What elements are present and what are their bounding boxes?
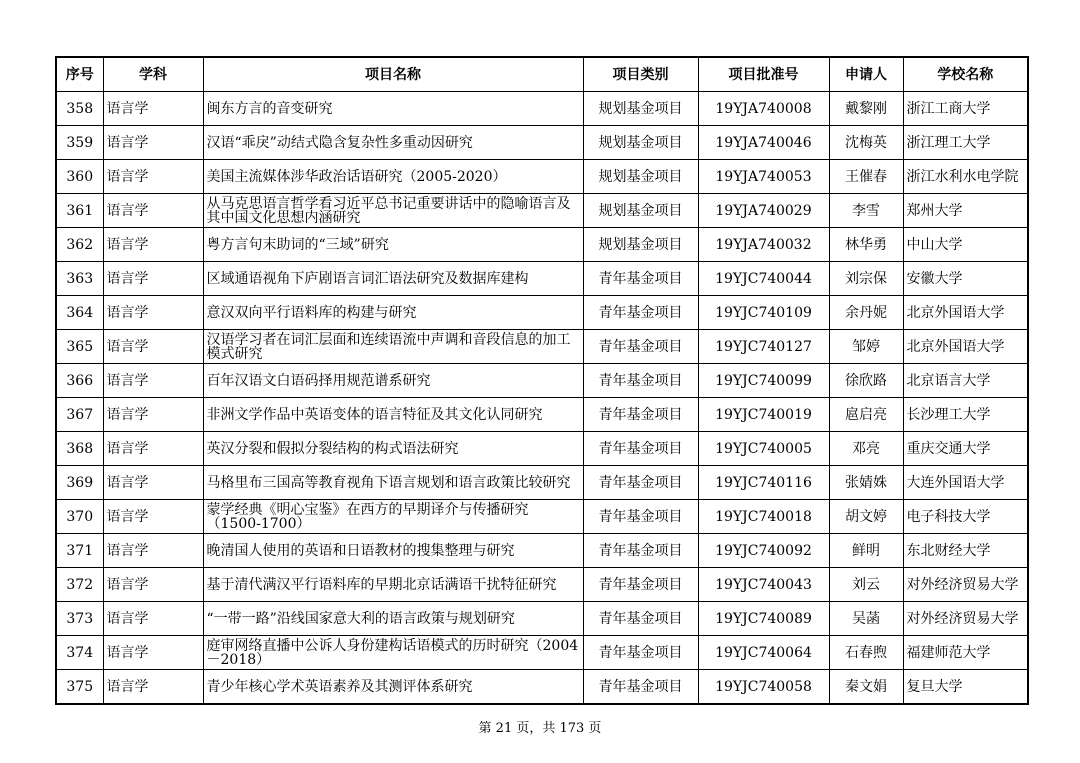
row-subject: 语言学 (103, 568, 203, 602)
row-category: 青年基金项目 (583, 296, 698, 330)
row-applicant: 徐欣路 (829, 364, 903, 398)
row-school: 安徽大学 (903, 262, 1028, 296)
row-title: 美国主流媒体涉华政治话语研究（2005-2020） (203, 160, 583, 194)
row-applicant: 胡文婷 (829, 500, 903, 534)
row-school: 浙江理工大学 (903, 126, 1028, 160)
row-applicant: 秦文娟 (829, 670, 903, 705)
table-row (56, 194, 1028, 228)
row-approval-number: 19YJC740044 (698, 262, 829, 296)
row-category: 青年基金项目 (583, 500, 698, 534)
table-row (56, 228, 1028, 262)
row-approval-number: 19YJA740053 (698, 160, 829, 194)
row-category: 青年基金项目 (583, 670, 698, 705)
row-title: 闽东方言的音变研究 (203, 92, 583, 126)
row-title: 汉语学习者在词汇层面和连续语流中声调和音段信息的加工模式研究 (203, 330, 583, 364)
row-approval-number: 19YJC740018 (698, 500, 829, 534)
row-applicant: 邓亮 (829, 432, 903, 466)
row-subject: 语言学 (103, 432, 203, 466)
row-number: 358 (56, 92, 103, 126)
row-number: 375 (56, 670, 103, 705)
row-category: 规划基金项目 (583, 228, 698, 262)
row-approval-number: 19YJC740005 (698, 432, 829, 466)
table-row (56, 602, 1028, 636)
row-approval-number: 19YJC740092 (698, 534, 829, 568)
row-applicant: 吴菡 (829, 602, 903, 636)
row-subject: 语言学 (103, 262, 203, 296)
row-category: 青年基金项目 (583, 364, 698, 398)
row-school: 对外经济贸易大学 (903, 602, 1028, 636)
table-row (56, 534, 1028, 568)
row-applicant: 余丹妮 (829, 296, 903, 330)
header-school: 学校名称 (903, 57, 1028, 92)
row-subject: 语言学 (103, 296, 203, 330)
row-subject: 语言学 (103, 466, 203, 500)
row-category: 青年基金项目 (583, 432, 698, 466)
row-category: 青年基金项目 (583, 636, 698, 670)
row-applicant: 扈启亮 (829, 398, 903, 432)
row-school: 重庆交通大学 (903, 432, 1028, 466)
row-number: 374 (56, 636, 103, 670)
row-number: 364 (56, 296, 103, 330)
row-title: 英汉分裂和假拟分裂结构的构式语法研究 (203, 432, 583, 466)
row-number: 370 (56, 500, 103, 534)
table-row (56, 262, 1028, 296)
table-row (56, 466, 1028, 500)
table-row (56, 364, 1028, 398)
header-row (56, 57, 1028, 92)
row-subject: 语言学 (103, 160, 203, 194)
row-title: “一带一路”沿线国家意大利的语言政策与规划研究 (203, 602, 583, 636)
header-applicant: 申请人 (829, 57, 903, 92)
row-approval-number: 19YJC740116 (698, 466, 829, 500)
row-number: 360 (56, 160, 103, 194)
row-approval-number: 19YJC740109 (698, 296, 829, 330)
row-category: 规划基金项目 (583, 92, 698, 126)
row-title: 百年汉语文白语码择用规范谱系研究 (203, 364, 583, 398)
table-row (56, 670, 1028, 705)
row-category: 青年基金项目 (583, 330, 698, 364)
row-category: 规划基金项目 (583, 160, 698, 194)
table-row (56, 432, 1028, 466)
header-category: 项目类别 (583, 57, 698, 92)
row-number: 363 (56, 262, 103, 296)
row-school: 对外经济贸易大学 (903, 568, 1028, 602)
row-approval-number: 19YJC740043 (698, 568, 829, 602)
row-title: 基于清代满汉平行语料库的早期北京话满语干扰特征研究 (203, 568, 583, 602)
row-subject: 语言学 (103, 636, 203, 670)
row-number: 362 (56, 228, 103, 262)
row-subject: 语言学 (103, 364, 203, 398)
row-approval-number: 19YJC740099 (698, 364, 829, 398)
row-title: 非洲文学作品中英语变体的语言特征及其文化认同研究 (203, 398, 583, 432)
row-title: 粤方言句末助词的“三域”研究 (203, 228, 583, 262)
row-approval-number: 19YJC740019 (698, 398, 829, 432)
row-applicant: 李雪 (829, 194, 903, 228)
row-school: 北京外国语大学 (903, 296, 1028, 330)
row-approval-number: 19YJC740064 (698, 636, 829, 670)
row-approval-number: 19YJA740029 (698, 194, 829, 228)
row-approval-number: 19YJA740032 (698, 228, 829, 262)
row-number: 373 (56, 602, 103, 636)
row-subject: 语言学 (103, 602, 203, 636)
row-title: 意汉双向平行语料库的构建与研究 (203, 296, 583, 330)
row-approval-number: 19YJC740058 (698, 670, 829, 705)
table-row (56, 636, 1028, 670)
table-row (56, 330, 1028, 364)
table-row (56, 398, 1028, 432)
row-school: 大连外国语大学 (903, 466, 1028, 500)
row-number: 367 (56, 398, 103, 432)
row-subject: 语言学 (103, 670, 203, 705)
row-applicant: 沈梅英 (829, 126, 903, 160)
header-subject: 学科 (103, 57, 203, 92)
row-number: 368 (56, 432, 103, 466)
table-row (56, 160, 1028, 194)
row-school: 浙江工商大学 (903, 92, 1028, 126)
row-number: 365 (56, 330, 103, 364)
row-title: 汉语“乖戾”动结式隐含复杂性多重动因研究 (203, 126, 583, 160)
row-number: 359 (56, 126, 103, 160)
row-approval-number: 19YJC740127 (698, 330, 829, 364)
row-applicant: 刘宗保 (829, 262, 903, 296)
row-subject: 语言学 (103, 330, 203, 364)
row-school: 复旦大学 (903, 670, 1028, 705)
row-applicant: 林华勇 (829, 228, 903, 262)
row-school: 北京语言大学 (903, 364, 1028, 398)
row-title: 马格里布三国高等教育视角下语言规划和语言政策比较研究 (203, 466, 583, 500)
row-school: 福建师范大学 (903, 636, 1028, 670)
row-applicant: 石春煦 (829, 636, 903, 670)
row-title: 蒙学经典《明心宝鉴》在西方的早期译介与传播研究（1500-1700） (203, 500, 583, 534)
row-subject: 语言学 (103, 534, 203, 568)
row-applicant: 王催春 (829, 160, 903, 194)
row-school: 北京外国语大学 (903, 330, 1028, 364)
row-applicant: 鲜明 (829, 534, 903, 568)
row-applicant: 戴黎刚 (829, 92, 903, 126)
row-school: 中山大学 (903, 228, 1028, 262)
row-approval-number: 19YJC740089 (698, 602, 829, 636)
row-subject: 语言学 (103, 194, 203, 228)
row-subject: 语言学 (103, 126, 203, 160)
row-title: 区域通语视角下庐剧语言词汇语法研究及数据库建构 (203, 262, 583, 296)
row-approval-number: 19YJA740008 (698, 92, 829, 126)
table-row (56, 568, 1028, 602)
row-subject: 语言学 (103, 92, 203, 126)
row-number: 361 (56, 194, 103, 228)
page-footer: 第 21 页，共 173 页 (478, 721, 602, 736)
row-category: 青年基金项目 (583, 568, 698, 602)
row-applicant: 邹婷 (829, 330, 903, 364)
header-title: 项目名称 (203, 57, 583, 92)
row-category: 青年基金项目 (583, 602, 698, 636)
table-row (56, 126, 1028, 160)
row-number: 369 (56, 466, 103, 500)
row-school: 郑州大学 (903, 194, 1028, 228)
row-title: 庭审网络直播中公诉人身份建构话语模式的历时研究（2004－2018） (203, 636, 583, 670)
row-title: 晚清国人使用的英语和日语教材的搜集整理与研究 (203, 534, 583, 568)
row-category: 规划基金项目 (583, 126, 698, 160)
row-category: 规划基金项目 (583, 194, 698, 228)
row-applicant: 张婧姝 (829, 466, 903, 500)
row-subject: 语言学 (103, 500, 203, 534)
row-applicant: 刘云 (829, 568, 903, 602)
row-number: 371 (56, 534, 103, 568)
row-category: 青年基金项目 (583, 466, 698, 500)
row-title: 从马克思语言哲学看习近平总书记重要讲话中的隐喻语言及其中国文化思想内涵研究 (203, 194, 583, 228)
row-category: 青年基金项目 (583, 398, 698, 432)
table-row (56, 296, 1028, 330)
row-subject: 语言学 (103, 398, 203, 432)
row-subject: 语言学 (103, 228, 203, 262)
row-number: 366 (56, 364, 103, 398)
header-no: 序号 (56, 57, 103, 92)
row-approval-number: 19YJA740046 (698, 126, 829, 160)
row-title: 青少年核心学术英语素养及其测评体系研究 (203, 670, 583, 705)
table-row (56, 500, 1028, 534)
header-approval: 项目批准号 (698, 57, 829, 92)
row-category: 青年基金项目 (583, 534, 698, 568)
row-school: 东北财经大学 (903, 534, 1028, 568)
row-category: 青年基金项目 (583, 262, 698, 296)
row-school: 浙江水利水电学院 (903, 160, 1028, 194)
row-school: 电子科技大学 (903, 500, 1028, 534)
row-school: 长沙理工大学 (903, 398, 1028, 432)
project-table (55, 56, 1029, 705)
row-number: 372 (56, 568, 103, 602)
table-row (56, 92, 1028, 126)
